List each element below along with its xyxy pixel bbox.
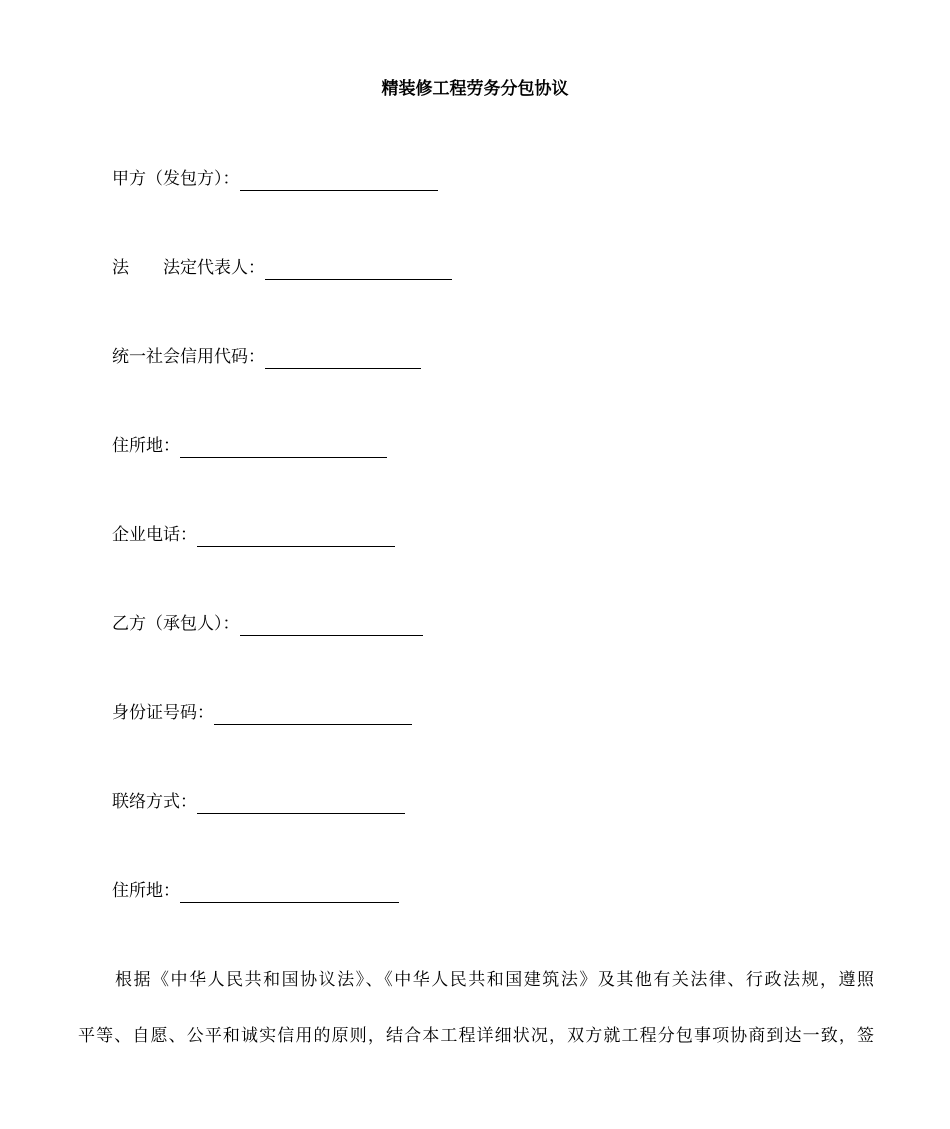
- legal-representative-blank[interactable]: [265, 259, 452, 280]
- legal-representative-label: 法 法定代表人：: [112, 258, 265, 278]
- company-phone-blank[interactable]: [197, 526, 395, 547]
- preamble-line-2: 平等、自愿、公平和诚实信用的原则，结合本工程详细状况，双方就工程分包事项协商到达一致，签: [78, 1026, 874, 1046]
- party-b-blank[interactable]: [240, 615, 423, 636]
- document-title: 精装修工程劳务分包协议: [381, 79, 569, 99]
- party-a-field: [112, 167, 438, 191]
- credit-code-blank[interactable]: [265, 348, 421, 369]
- legal-representative-field: [112, 256, 452, 280]
- party-a-label: 甲方（发包方）：: [112, 169, 240, 189]
- party-a-blank[interactable]: [240, 170, 438, 191]
- company-phone-field: [112, 523, 395, 547]
- contact-field: [112, 790, 405, 814]
- party-b-address-blank[interactable]: [180, 882, 399, 903]
- credit-code-label: 统一社会信用代码：: [112, 347, 265, 367]
- company-phone-label: 企业电话：: [112, 525, 197, 545]
- id-number-blank[interactable]: [214, 704, 412, 725]
- party-b-label: 乙方（承包人）：: [112, 614, 240, 634]
- credit-code-field: [112, 345, 421, 369]
- party-a-address-blank[interactable]: [180, 437, 387, 458]
- party-a-address-field: [112, 434, 387, 458]
- contact-blank[interactable]: [197, 793, 405, 814]
- party-b-address-label: 住所地：: [112, 881, 180, 901]
- preamble-line-1: 根据《中华人民共和国协议法》、《中华人民共和国建筑法》及其他有关法律、行政法规，遵照: [78, 970, 874, 990]
- contact-label: 联络方式：: [112, 792, 197, 812]
- party-a-address-label: 住所地：: [112, 436, 180, 456]
- id-number-label: 身份证号码：: [112, 703, 214, 723]
- id-number-field: [112, 701, 412, 725]
- party-b-field: [112, 612, 423, 636]
- party-b-address-field: [112, 879, 399, 903]
